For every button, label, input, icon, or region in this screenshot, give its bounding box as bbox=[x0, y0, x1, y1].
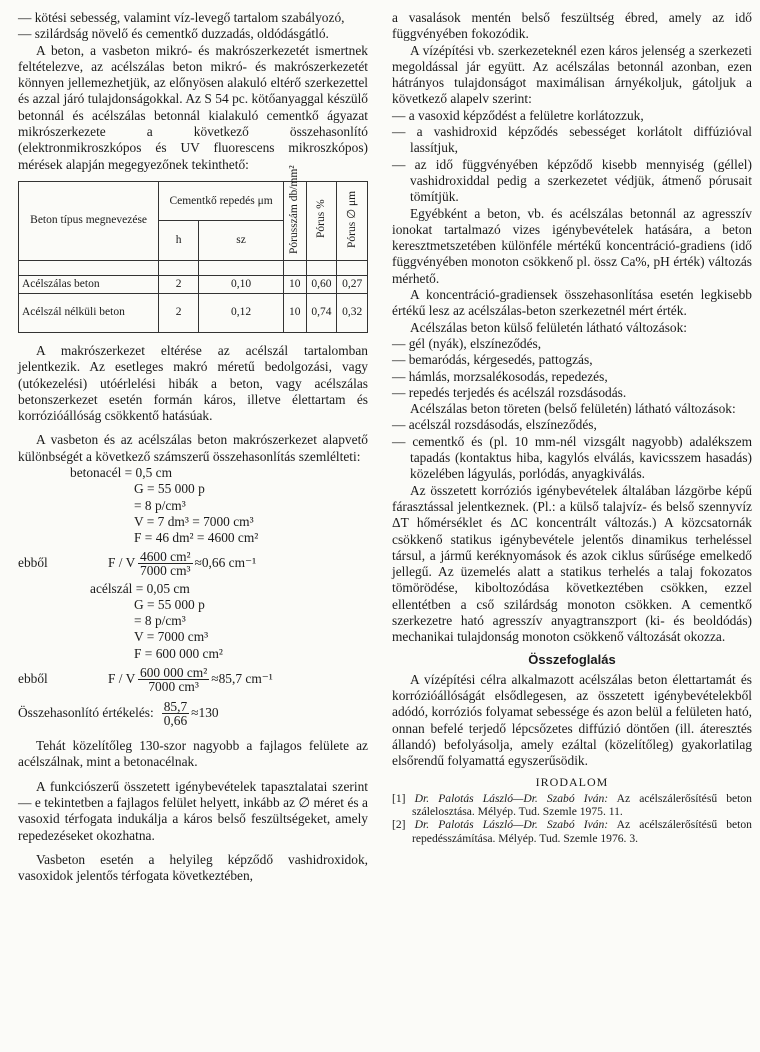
dash-item: — kötési sebesség, valamint víz-levegő tartalom szabályozó, bbox=[18, 10, 345, 25]
calc-ratio: F / V bbox=[108, 555, 136, 571]
paragraph: A makrószerkezet eltérése az acélszál tartalomban jelentkezik. Az esetleges makró méretű bedolgozási, vagy (utókezelési) utóérlelési hibák a beton, vagy acélszálas betonszerkezet esetén formán káros, illetve élettartam és korrózióállóság csökkentő hatásúak. bbox=[18, 342, 368, 424]
calc-line: acélszál = 0,05 cm bbox=[90, 580, 190, 596]
paragraph: A funkciószerű összetett igénybevételek tapasztalatai szerint — e tekintetben a fajlagos felület helyett, inkább az ∅ méret és a vasoxid térfogata indukálja a káros belső feszültségeket, amely repedezéseket okozhatna. bbox=[18, 778, 368, 843]
dash-item: — bemaródás, kérgesedés, pattogzás, bbox=[392, 352, 593, 368]
dash-item: — repedés terjedés és acélszál rozsdásodás. bbox=[392, 384, 627, 400]
paragraph: Acélszálas beton külső felületén látható változások: bbox=[410, 319, 688, 335]
dash-item: — a vasoxid képződést a felületre korlátozzuk, bbox=[392, 107, 644, 123]
dash-item: — a vashidroxid képződés sebességet korlátolt diffúzióval lassítjuk, bbox=[392, 124, 752, 156]
calc-ratio: F / V bbox=[108, 670, 136, 686]
paragraph: A koncentráció-gradiensek összehasonlítása esetén legkisebb értékű lesz az acélszálas-beton szerkezetnél mért érték. bbox=[392, 287, 752, 319]
table-header-crack: Cementkő repedés μm bbox=[159, 181, 284, 221]
paragraph: A vízépítési vb. szerkezeteknél ezen káros jelenség a szerkezeti megoldással jár együtt. Az acélszálas betonnál azonban, ezen hátrányos tulajdonságot maximálisan árnyékoljuk, gátoljuk a következő alapelv szerint: bbox=[392, 42, 752, 107]
calc-line: G = 55 000 p bbox=[134, 596, 205, 612]
comparison-table bbox=[18, 165, 368, 333]
calculation-block bbox=[18, 465, 368, 730]
right-column bbox=[392, 10, 752, 845]
calc-line: = 8 p/cm³ bbox=[134, 497, 186, 513]
table-header-pore-diam: Pórus ∅ μm bbox=[337, 181, 368, 260]
calc-result: ≈0,66 cm⁻¹ bbox=[194, 555, 257, 571]
reference-item: [1] Dr. Palotás László—Dr. Szabó Iván: Az acélszálerősítésű beton szálelosztása. Mélyép. Tud. Szemle 1975. 11. bbox=[392, 791, 752, 819]
calc-line: V = 7000 cm³ bbox=[134, 629, 209, 645]
table-row: Acélszál nélküli beton 2 0,12 10 0,74 0,32 bbox=[19, 293, 368, 332]
table-row: Acélszálas beton 2 0,10 10 0,60 0,27 bbox=[19, 275, 368, 293]
paragraph: Vasbeton esetén a helyileg képződő vashidroxidok, vasoxidok jelentős térfogata következtében, bbox=[18, 851, 368, 884]
fraction: $\frac{\text{600 000 cm²}}{\text{7000 cm³}}$ bbox=[140, 664, 208, 694]
section-heading: Összefoglalás bbox=[528, 651, 616, 667]
table-header-pore-pct: Pórus % bbox=[306, 181, 337, 260]
paragraph: Tehát közelítőleg 130-szor nagyobb a fajlagos felülete az acélszálnak, mint a betonacélnak. bbox=[18, 738, 368, 770]
calc-result: ≈85,7 cm⁻¹ bbox=[211, 670, 273, 686]
paragraph: Acélszálas beton töreten (belső felületén) látható változások: bbox=[410, 401, 736, 417]
calc-line: V = 7 dm³ = 7000 cm³ bbox=[134, 513, 254, 529]
left-column bbox=[18, 10, 368, 884]
dash-item: — szilárdság növelő és cementkő duzzadás, oldódásgátló. bbox=[18, 26, 329, 42]
dash-item: — az idő függvényében képződő kisebb mennyiség (géllel) vashidroxiddal pedig a szerkezetet védjük, átmenő pórusait tömítjük. bbox=[392, 156, 752, 205]
calc-line: G = 55 000 p bbox=[134, 481, 205, 497]
paragraph: a vasalások mentén belső feszültség ébred, amely az idő függvényében fokozódik. bbox=[392, 10, 752, 42]
fraction: $\frac{85,7}{0,66}$ bbox=[163, 698, 188, 728]
calc-label: Összehasonlító értékelés: bbox=[18, 704, 154, 720]
table-header-pore-count: Pórusszám db/mm² bbox=[283, 181, 306, 260]
calc-label: ebből bbox=[18, 670, 48, 686]
fraction: $\frac{\text{4600 cm²}}{\text{7000 cm³}}$ bbox=[140, 549, 191, 579]
paragraph: A vasbeton és az acélszálas beton makrószerkezet alapvető különbségét a következő számszerű összehasonlítás szemlélteti: bbox=[18, 432, 368, 464]
table-header-type: Beton típus megnevezése bbox=[19, 181, 159, 260]
dash-item: — gél (nyák), elszíneződés, bbox=[392, 335, 542, 351]
table-header-h: h bbox=[159, 221, 199, 261]
calc-label: ebből bbox=[18, 555, 48, 571]
dash-item: — hámlás, morzsalékosodás, repedezés, bbox=[392, 368, 608, 384]
paragraph: Az összetett korróziós igénybevételek általában lázgörbe képű fárasztással jelentkeznek. (Pl.: a külső talajvíz- és belső szennyvíz ΔT hőmérséklet és ΔC koncentrált változás.) A közcsatornák csökkenő statikus igénybevétele jelentős dinamikus terheléssel társul, a jármű keréknyomások és azok ciklus sűrűsége emelkedő jellegű. Az üzemelés alatt a statikus terhelés a talaj fokozatos tömörödése, kiboltozódása következtében csökken, ezzel ellentétben a cső szilárdság monoton csökken. A cementkő szerkezetre ható agresszív anyagtranszport (ki- és beoldódás) mechanikai tulajdonság monoton csökkenő változását okozza. bbox=[392, 482, 752, 645]
table-header-sz: sz bbox=[199, 221, 284, 261]
calc-line: = 8 p/cm³ bbox=[134, 613, 186, 629]
dash-item: — acélszál rozsdásodás, elszíneződés, bbox=[392, 417, 597, 433]
calc-result: ≈130 bbox=[191, 704, 219, 720]
references-heading: IRODALOM bbox=[535, 774, 609, 789]
reference-item: [2] Dr. Palotás László—Dr. Szabó Iván: Az acélszálerősítésű beton repedésszámítása. Mélyép. Tud. Szemle 1976. 3. bbox=[392, 818, 752, 845]
calc-line: F = 600 000 cm² bbox=[134, 645, 223, 661]
paragraph: A vízépítési célra alkalmazott acélszálas beton élettartamát és korrózióállóságát elsődlegesen, az összetett igénybevételekből adódó, korróziós folyamat sebessége és azon belül a felületen ható, onnan befelé terjedő lépcsőzetes diffúzió döntően (ill. áteresztés állandó) befolyásolja, amely ezáltal (közelítőleg) gyakorlatilag elsőrendű folyamattá egyszerűsödik. bbox=[392, 671, 752, 769]
calc-line: betonacél = 0,5 cm bbox=[70, 465, 172, 481]
paragraph: Egyébként a beton, vb. és acélszálas betonnál az agresszív ionokat tartalmazó vizes igénybevételek hatására, a beton keresztmetszetében különféle mértékű koncentráció-gradiens (idő függvényében monoton csökkenő pl. össz Ca%, pH érték) változás mérhető. bbox=[392, 205, 752, 286]
paragraph: A beton, a vasbeton mikró- és makrószerkezetét ismertnek feltételezve, az acélszálas beton mikró- és makrószerkezetét könnyen jellemezhetjük, az előnyösen alakuló eltérő szerkezettel és azzal járó tulajdonságokkal. Az S 54 pc. kötőanyaggal készülő betonnál és acélszálas betonnál kialakuló cementkő ágyazat mikrószerkezete a következő összehasonlító (elektronmikroszkópos és UV fluorescens mikroszkópos) mérések alapján megegyezőnek tekinthető: bbox=[18, 42, 368, 172]
calc-line: F = 46 dm² = 4600 cm² bbox=[134, 530, 259, 546]
dash-item: — cementkő és (pl. 10 mm-nél vizsgált nagyobb) adalékszem tapadás (kontaktus hiba, kagylós elválás, kavicsszem hasadás) közelében lágyulás, porlódás, anyagkiválás. bbox=[392, 433, 752, 482]
